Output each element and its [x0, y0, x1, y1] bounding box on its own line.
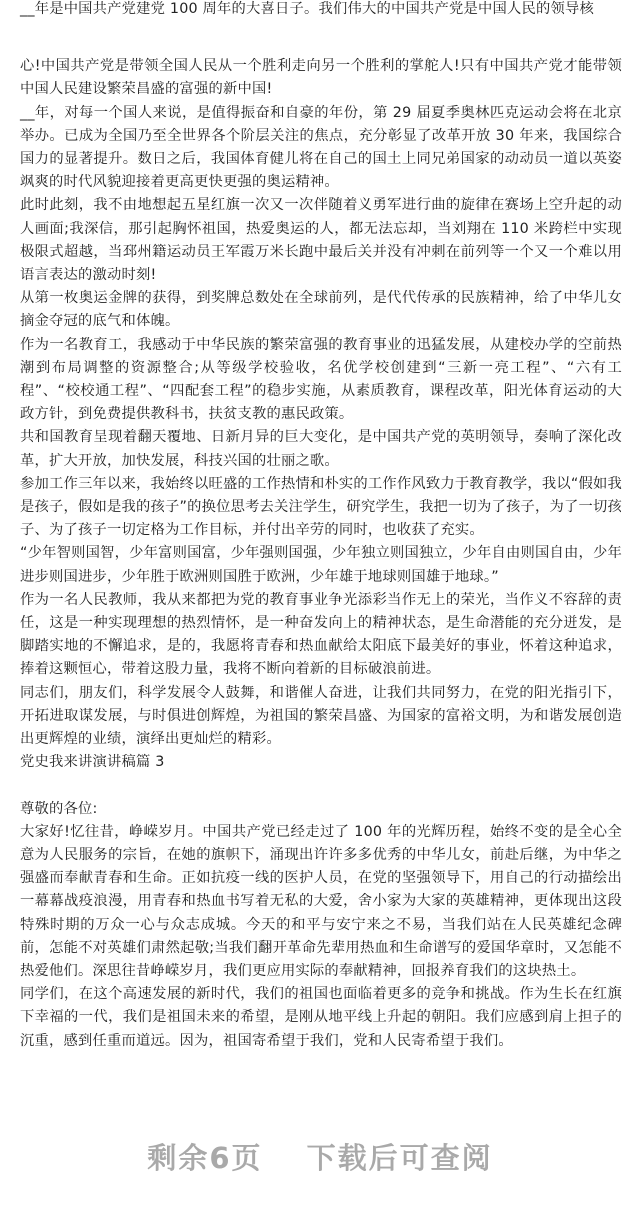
- paragraph: 大家好!忆往昔，峥嵘岁月。中国共产党已经走过了 100 年的光辉历程，始终不变的是全心全意为人民服务的宗旨，在她的旗帜下，涌现出许许多多优秀的中华儿女，前赴后继，为中华之强盛而奉献青春和生命。正如抗疫一线的医护人员，在党的坚强领导下，用自己的行动描绘出一幕幕战疫浪漫，用青春和热血书写着无私的大爱，舍小家为大家的英雄精神，更体现出这段特殊时期的万众一心与众志成城。今天的和平与安宁来之不易，当我们站在人民英雄纪念碑前，怎能不对英雄们肃然起敬;当我们翻开革命先辈用热血和生命谱写的爱国华章时，又怎能不热爱他们。深思往昔峥嵘岁月，我们更应用实际的奉献精神，回报养育我们的这块热土。: [20, 823, 622, 979]
- document-body: [20, 0, 622, 1053]
- section-title: 党史我来讲演讲稿篇 3: [20, 754, 165, 771]
- paragraph: 作为一名人民教师，我从来都把为党的教育事业争光添彩当作无上的荣光，当作义不容辞的责任，这是一种实现理想的热烈情怀，是一种奋发向上的精神状态，是生命潜能的充分迸发，是脚踏实地的不懈追求，是的，我愿将青春和热血献给太阳底下最美好的事业，怀着这种追求，捧着这颗恒心，带着这股力量，我将不断向着新的目标破浪前进。: [20, 591, 622, 678]
- paragraph: 此时此刻，我不由地想起五星红旗一次又一次伴随着义勇军进行曲的旋律在赛场上空升起的动人画面;我深信，那引起胸怀祖国，热爱奥运的人，都无法忘却，当刘翔在 110 米跨栏中实现极限式超越，当邳州籍运动员王军霞万米长跑中最后关并没有冲刺在前列等一个又一个难以用语言表达的激动时刻!: [20, 197, 622, 284]
- paragraph: __年是中国共产党建党 100 周年的大喜日子。我们伟大的中国共产党是中国人民的领导核: [20, 1, 594, 17]
- paragraph: 心!中国共产党是带领全国人民从一个胜利走向另一个胜利的掌舵人!只有中国共产党才能带领中国人民建设繁荣昌盛的富强的新中国!: [20, 58, 622, 98]
- paragraph: 从第一枚奥运金牌的获得，到奖牌总数处在全球前列，是代代传承的民族精神，给了中华儿女摘金夺冠的底气和体魄。: [20, 290, 622, 330]
- paragraph: 参加工作三年以来，我始终以旺盛的工作热情和朴实的工作作风致力于教育教学，我以“假如我是孩子，假如是我的孩子”的换位思考去关注学生，研究学生，我把一切为了孩子，为了一切孩子、为了孩子一切定格为工作目标，并付出辛劳的同时，也收获了充实。: [20, 475, 622, 539]
- paragraph-gap: [20, 21, 622, 55]
- salutation: 尊敬的各位:: [20, 800, 98, 817]
- download-banner[interactable]: [0, 1136, 640, 1180]
- paragraph: 同志们，朋友们，科学发展令人鼓舞，和谐催人奋进，让我们共同努力，在党的阳光指引下，开拓进取谋发展，与时俱进创辉煌，为祖国的繁荣昌盛、为国家的富裕文明，为和谐发展创造出更辉煌的业绩，演绎出更灿烂的精彩。: [20, 684, 622, 748]
- remaining-pages-label: 剩余6页: [147, 1141, 263, 1175]
- paragraph: 共和国教育呈现着翻天覆地、日新月异的巨大变化，是中国共产党的英明领导，奏响了深化改革，扩大开放，加快发展，科技兴国的壮丽之歌。: [20, 429, 622, 469]
- paragraph-gap: [20, 775, 622, 798]
- download-hint-label: 下载后可查阅: [306, 1141, 493, 1175]
- paragraph: “少年智则国智，少年富则国富，少年强则国强，少年独立则国独立，少年自由则国自由，少年进步则国进步，少年胜于欧洲则国胜于欧洲，少年雄于地球则国雄于地球。”: [20, 545, 622, 585]
- paragraph: __年，对每一个国人来说，是值得振奋和自豪的年份，第 29 届夏季奥林匹克运动会将在北京举办。已成为全国乃至全世界各个阶层关注的焦点，充分彰显了改革开放 30 年来，我国综合国力的显著提升。数日之后，我国体育健儿将在自己的国土上同兄弟国家的动动员一道以英姿飒爽的时代风貌迎接着更高更快更强的奥运精神。: [20, 104, 622, 191]
- paragraph: 作为一名教育工，我感动于中华民族的繁荣富强的教育事业的迅猛发展，从建校办学的空前热潮到布局调整的资源整合;从等级学校验收，名优学校创建到“三新一亮工程”、“六有工程”、“校校通工程”、“四配套工程”的稳步实施，从素质教育，课程改革，阳光体育运动的大政方针，到免费提供教科书，扶贫支教的惠民政策。: [20, 336, 622, 423]
- paragraph: 同学们，在这个高速发展的新时代，我们的祖国也面临着更多的竞争和挑战。作为生长在红旗下幸福的一代，我们是祖国未来的希望，是刚从地平线上升起的朝阳。我们应感到肩上担子的沉重，感到任重而道远。因为，祖国寄希望于我们，党和人民寄希望于我们。: [20, 986, 622, 1049]
